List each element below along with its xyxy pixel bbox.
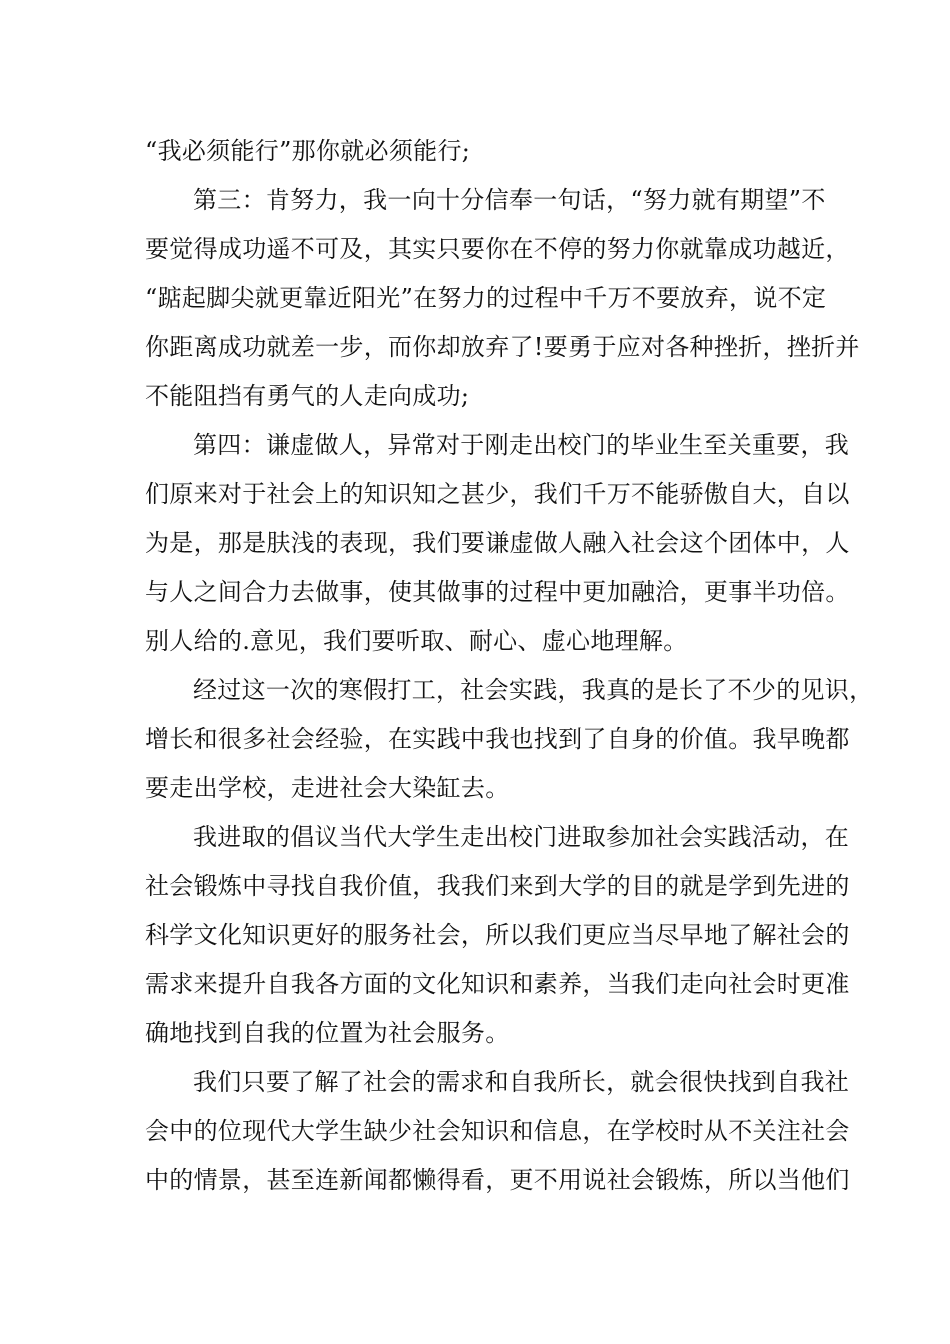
text-line: 们原来对于社会上的知识知之甚少，我们千万不能骄傲自大，自以 <box>145 480 850 508</box>
text-line: 别人给的.意见，我们要听取、耐心、虚心地理解。 <box>145 627 688 655</box>
text-line: 会中的位现代大学生缺少社会知识和信息，在学校时从不关注社会 <box>145 1117 850 1145</box>
text-line: 为是，那是肤浅的表现，我们要谦虚做人融入社会这个团体中，人 <box>145 529 850 557</box>
paragraph-start-line: 我进取的倡议当代大学生走出校门进取参加社会实践活动，在 <box>193 823 850 851</box>
text-line: 不能阻挡有勇气的人走向成功; <box>145 382 470 410</box>
text-line: “踮起脚尖就更靠近阳光”在努力的过程中千万不要放弃，说不定 <box>145 284 827 312</box>
text-line: 要觉得成功遥不可及，其实只要你在不停的努力你就靠成功越近， <box>145 235 850 263</box>
document-body <box>145 127 874 1205</box>
text-line: 与人之间合力去做事，使其做事的过程中更加融洽，更事半功倍。 <box>145 578 850 606</box>
text-line: 确地找到自我的位置为社会服务。 <box>145 1019 510 1047</box>
text-line: 增长和很多社会经验，在实践中我也找到了自身的价值。我早晚都 <box>145 725 850 753</box>
text-line: 需求来提升自我各方面的文化知识和素养，当我们走向社会时更准 <box>145 970 850 998</box>
paragraph-start-line: 我们只要了解了社会的需求和自我所长，就会很快找到自我社 <box>193 1068 850 1096</box>
text-line: “我必须能行”那你就必须能行; <box>145 137 471 165</box>
text-line: 中的情景，甚至连新闻都懒得看，更不用说社会锻炼，所以当他们 <box>145 1166 850 1194</box>
paragraph-start-line: 经过这一次的寒假打工，社会实践，我真的是长了不少的见识， <box>193 676 874 704</box>
text-line: 科学文化知识更好的服务社会，所以我们更应当尽早地了解社会的 <box>145 921 850 949</box>
paragraph-start-line: 第四：谦虚做人，异常对于刚走出校门的毕业生至关重要，我 <box>193 431 850 459</box>
paragraph-start-line: 第三：肯努力，我一向十分信奉一句话，“努力就有期望”不 <box>193 186 826 214</box>
text-line: 要走出学校，走进社会大染缸去。 <box>145 774 510 802</box>
text-line: 你距离成功就差一步，而你却放弃了!要勇于应对各种挫折，挫折并 <box>145 333 860 361</box>
text-line: 社会锻炼中寻找自我价值，我我们来到大学的目的就是学到先进的 <box>145 872 850 900</box>
